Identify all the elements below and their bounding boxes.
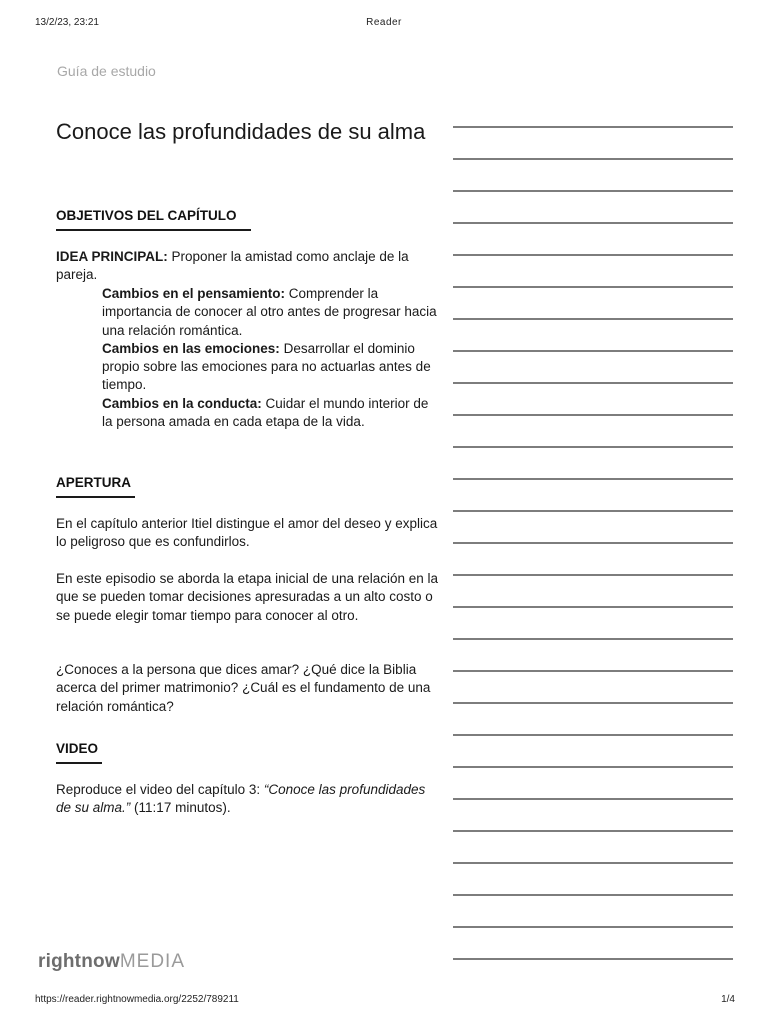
opening-paragraph-3: ¿Conoces a la persona que dices amar? ¿Qué dice la Biblia acerca del primer matrimonio? ¿Cuál es el fundamento de una relación romántica? (56, 662, 431, 714)
note-line (453, 286, 733, 288)
note-line (453, 478, 733, 480)
main-idea (56, 248, 441, 285)
video-text-after: (11:17 minutos). (130, 800, 231, 816)
note-line (453, 766, 733, 768)
objective-label: Cambios en la conducta: (102, 395, 262, 411)
note-line (453, 926, 733, 928)
video-instructions (56, 781, 441, 818)
opening-heading (56, 475, 135, 498)
objective-item-behavior (102, 395, 442, 432)
logo-part-rightnow: rightnow (38, 951, 120, 972)
logo-part-media: MEDIA (119, 951, 185, 972)
note-line (453, 254, 733, 256)
objectives-list (102, 285, 442, 431)
note-line (453, 894, 733, 896)
note-line (453, 414, 733, 416)
note-line (453, 798, 733, 800)
note-line (453, 158, 733, 160)
objectives-heading-text: OBJETIVOS DEL CAPÍTULO (56, 208, 237, 223)
video-text-before: Reproduce el video del capítulo 3: (56, 782, 264, 797)
note-line (453, 350, 733, 352)
note-line (453, 510, 733, 512)
opening-heading-text: APERTURA (56, 475, 132, 490)
objective-text: Cuidar el mundo interior de la persona amada en cada etapa de la vida. (102, 395, 429, 430)
note-line (453, 734, 733, 736)
note-line (453, 126, 733, 128)
document-eyebrow: Guía de estudio (57, 63, 156, 79)
objective-label: Cambios en el pensamiento: (102, 286, 286, 301)
print-datetime: 13/2/23, 23:21 (35, 17, 99, 28)
note-line (453, 862, 733, 864)
note-line (453, 830, 733, 832)
opening-paragraph-2: En este episodio se aborda la etapa inicial de una relación en la que se pueden tomar decisiones apresuradas a un alto costo o se puede elegir tomar tiempo para conocer al otro. (56, 571, 439, 623)
objectives-heading-rule (56, 229, 251, 231)
note-line (453, 190, 733, 192)
note-line (453, 574, 733, 576)
video-heading-text: VIDEO (56, 741, 99, 756)
note-line (453, 382, 733, 384)
document-title: Conoce las profundidades de su alma (56, 119, 426, 144)
objective-item-thinking (102, 285, 442, 340)
notes-lines (453, 126, 733, 990)
opening-paragraph-1: En el capítulo anterior Itiel distingue el amor del deseo y explica lo peligroso que es confundirlos. (56, 516, 438, 550)
print-page-counter: 1/4 (721, 994, 735, 1005)
main-idea-text: Proponer la amistad como anclaje de la pareja. (56, 249, 409, 283)
video-quote: “Conoce las profundidades de su alma.” (56, 782, 426, 816)
video-heading-rule (56, 762, 102, 764)
opening-heading-rule (56, 496, 135, 498)
note-line (453, 446, 733, 448)
note-line (453, 606, 733, 608)
rightnow-media-logo (38, 951, 185, 973)
note-line (453, 542, 733, 544)
objective-label: Cambios en las emociones: (102, 340, 280, 356)
main-idea-label: IDEA PRINCIPAL: (56, 249, 168, 264)
note-line (453, 638, 733, 640)
note-line (453, 222, 733, 224)
print-url[interactable]: https://reader.rightnowmedia.org/2252/789211 (35, 994, 239, 1005)
note-line (453, 318, 733, 320)
print-app-title: Reader (366, 17, 402, 28)
objective-text: Desarrollar el dominio propio sobre las emociones para no actuarlas antes de tiempo. (102, 340, 431, 393)
video-heading (56, 741, 102, 764)
note-line (453, 958, 733, 960)
objective-item-emotions (102, 340, 442, 395)
objectives-heading (56, 208, 251, 231)
note-line (453, 670, 733, 672)
note-line (453, 702, 733, 704)
objective-text: Comprender la importancia de conocer al otro antes de progresar hacia una relación romántica. (102, 286, 437, 338)
